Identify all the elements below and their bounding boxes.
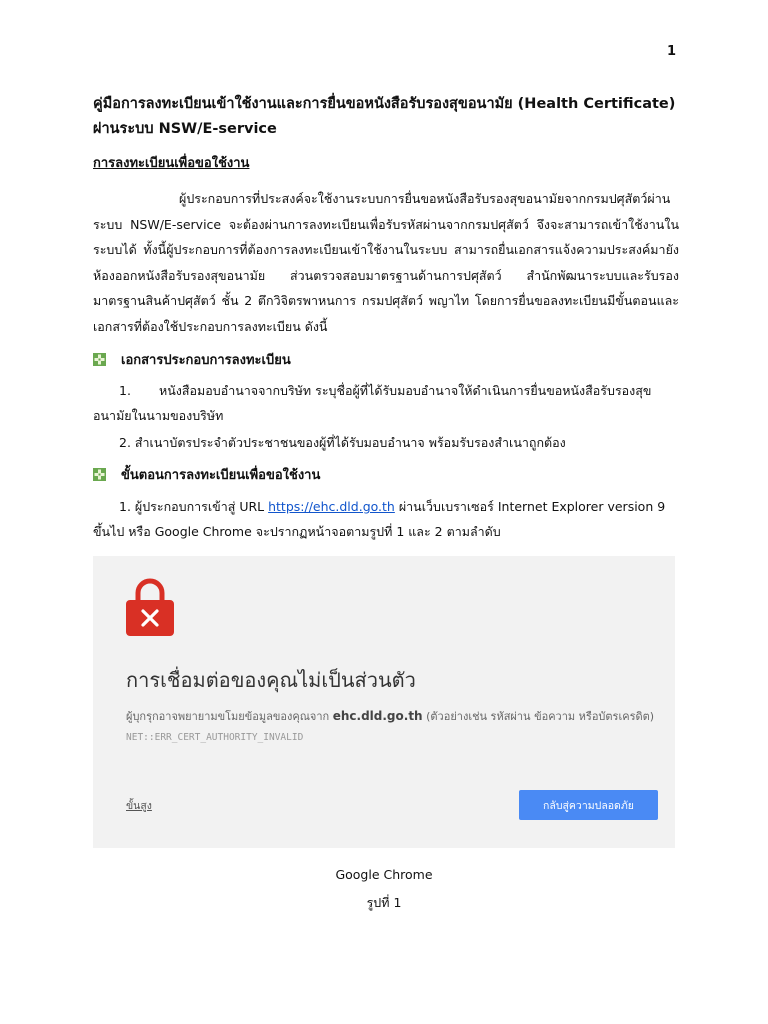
caption-browser: Google Chrome <box>335 867 433 882</box>
document-title: คู่มือการลงทะเบียนเข้าใช้งานและการยื่นขอหนังสือรับรองสุขอนามัย (Health Certificate) ผ่านระบบ NSW/E-service <box>93 96 676 137</box>
error-code: NET::ERR_CERT_AUTHORITY_INVALID <box>126 732 304 743</box>
bullet-documents <box>93 349 291 370</box>
doc-item-2 <box>93 430 679 455</box>
error-desc-after: (ตัวอย่างเช่น รหัสผ่าน ข้อความ หรือบัตรเครดิต) <box>422 710 655 723</box>
section-heading: การลงทะเบียนเพื่อขอใช้งาน <box>93 156 250 171</box>
back-to-safety-button[interactable]: กลับสู่ความปลอดภัย <box>519 790 658 820</box>
doc-item-1-number: 1. <box>119 383 131 398</box>
caption-figure: รูปที่ 1 <box>366 895 402 910</box>
green-bullet-icon <box>93 353 106 366</box>
step-1 <box>93 494 679 544</box>
doc-item-1 <box>93 378 679 428</box>
green-bullet-icon <box>93 468 106 481</box>
error-desc-before: ผู้บุกรุกอาจพยายามขโมยข้อมูลของคุณจาก <box>126 710 333 723</box>
bullet-documents-label: เอกสารประกอบการลงทะเบียน <box>121 353 291 368</box>
padlock-x-icon <box>126 578 174 636</box>
ehc-url-link[interactable]: https://ehc.dld.go.th <box>268 499 395 514</box>
error-host: ehc.dld.go.th <box>332 709 423 723</box>
step-1-after: ผ่านเว็บเบราเซอร์ Internet Explorer version 9 ขึ้นไป หรือ Google Chrome จะปรากฏหน้าจอตามรูปที่ 1 และ 2 ตามลำดับ <box>93 499 666 539</box>
advanced-link[interactable]: ขั้นสูง <box>126 800 152 812</box>
error-description <box>126 706 656 748</box>
bullet-steps <box>93 464 320 485</box>
step-1-before: 1. ผู้ประกอบการเข้าสู่ URL <box>119 499 269 514</box>
doc-item-2-text: 2. สำเนาบัตรประจำตัวประชาชนของผู้ที่ได้รับมอบอำนาจ พร้อมรับรองสำเนาถูกต้อง <box>119 435 566 450</box>
page-number: 1 <box>667 44 677 59</box>
doc-item-1-text: หนังสือมอบอำนาจจากบริษัท ระบุชื่อผู้ที่ได้รับมอบอำนาจให้ดำเนินการยื่นขอหนังสือรับรองสุขอนามัยในนามของบริษัท <box>93 383 652 423</box>
intro-paragraph: ผู้ประกอบการที่ประสงค์จะใช้งานระบบการยื่นขอหนังสือรับรองสุขอนามัยจากกรมปศุสัตว์ผ่านระบบ NSW/E-service จะต้องผ่านการลงทะเบียนเพื่อรับรหัสผ่านจากกรมปศุสัตว์ จึงจะสามารถเข้าใช้งานในระบบได้ ทั้งนี้ผู้ประกอบการที่ต้องการลงทะเบียนเข้าใช้งานในระบบ สามารถยื่นเอกสารแจ้งความประสงค์มายัง ห้องออกหนังสือรับรองสุขอนามัย ส่วนตรวจสอบมาตรฐานด้านการปศุสัตว์ สำนักพัฒนาระบบและรับรองมาตรฐานสินค้าปศุสัตว์ ชั้น 2 ตึกวิจิตรพาหนการ กรมปศุสัตว์ พญาไท โดยการยื่นขอลงทะเบียนมีขั้นตอนและเอกสารที่ต้องใช้ประกอบการลงทะเบียน ดังนี้ <box>93 191 679 334</box>
chrome-error-screenshot <box>93 556 675 848</box>
bullet-steps-label: ขั้นตอนการลงทะเบียนเพื่อขอใช้งาน <box>121 468 321 483</box>
error-title: การเชื่อมต่อของคุณไม่เป็นส่วนตัว <box>126 668 416 692</box>
